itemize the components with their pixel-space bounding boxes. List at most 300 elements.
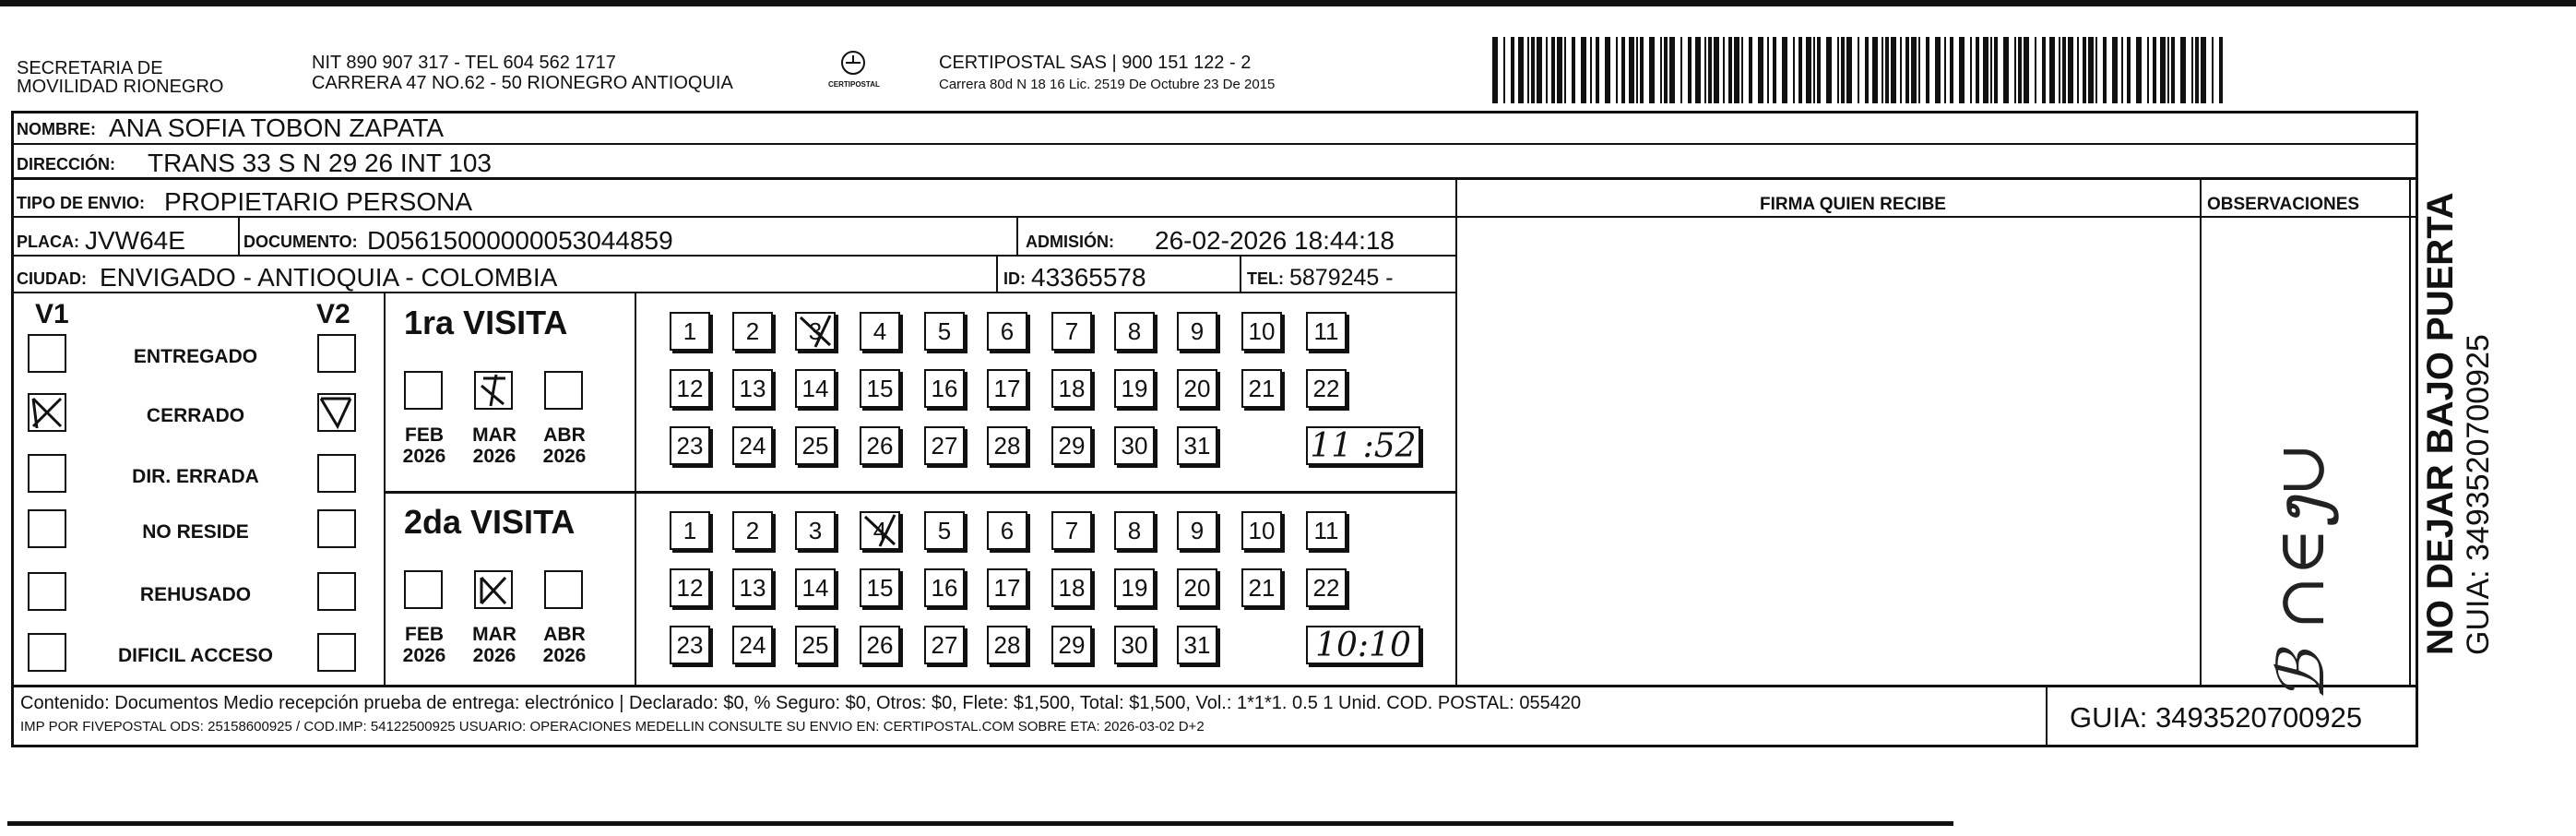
day-number: 10 <box>1248 316 1276 345</box>
month-label <box>537 424 592 467</box>
day-number: 26 <box>866 431 894 460</box>
day-box[interactable] <box>1177 426 1217 465</box>
barcode-bar <box>1959 37 1965 103</box>
nombre-label: NOMBRE: <box>17 120 96 138</box>
visit-divider <box>384 491 1455 494</box>
barcode-bar <box>1492 37 1498 103</box>
barcode-bar <box>2127 37 2131 103</box>
day-box[interactable] <box>860 312 900 351</box>
id-value: 43365578 <box>1031 263 1146 292</box>
barcode-bar <box>1680 37 1682 103</box>
ciudad-label: CIUDAD: <box>17 269 87 288</box>
month-checkbox[interactable] <box>544 570 583 609</box>
day-number: 31 <box>1183 630 1211 659</box>
day-number: 27 <box>931 630 958 659</box>
barcode-bar <box>1758 37 1763 103</box>
footer-imp: IMP POR FIVEPOSTAL ODS: 25158600925 / COD.IMP: 54122500925 USUARIO: OPERACIONES MEDELLIN CONSULTE SU ENVIO EN: CERTIPOSTAL.COM SOBRE ETA: 2026-03-02 D+2 <box>20 719 1205 734</box>
day-number: 6 <box>1000 316 1015 345</box>
day-number: 13 <box>739 573 766 602</box>
tel-label: TEL: <box>1247 269 1284 288</box>
day-box[interactable] <box>1177 369 1217 408</box>
barcode-bar <box>1926 37 1929 103</box>
barcode-bar <box>1564 37 1566 103</box>
day-box[interactable] <box>1051 568 1092 607</box>
day-box[interactable] <box>670 626 710 664</box>
day-number: 25 <box>801 431 829 460</box>
month-label <box>397 624 452 666</box>
barcode-bar <box>2153 37 2156 103</box>
barcode-bar <box>1640 37 1644 103</box>
barcode-bar <box>1885 37 1889 103</box>
row-divider <box>11 143 2418 145</box>
obs-column-left-border <box>2200 180 2202 685</box>
day-number: 8 <box>1127 316 1142 345</box>
barcode-bar <box>2160 37 2166 103</box>
barcode-bar <box>1616 37 1618 103</box>
barcode-bar <box>1527 37 1529 103</box>
month-year: 2026 <box>542 446 587 468</box>
day-number: 16 <box>931 573 958 602</box>
cell-divider <box>1240 257 1241 292</box>
day-box[interactable] <box>795 626 836 664</box>
day-number: 25 <box>801 630 829 659</box>
day-number: 3 <box>808 316 823 345</box>
day-box[interactable] <box>732 369 773 408</box>
firma-column-left-border <box>1455 180 1457 685</box>
row-divider <box>11 292 1455 293</box>
day-box[interactable] <box>795 369 836 408</box>
documento-value: D05615000000053044859 <box>367 226 673 255</box>
barcode-bar <box>2049 37 2055 103</box>
day-box[interactable] <box>1114 426 1155 465</box>
barcode-bar <box>1891 37 1896 103</box>
day-box[interactable] <box>732 626 773 664</box>
barcode-bar <box>2018 37 2022 103</box>
day-number: 22 <box>1312 573 1340 602</box>
day-number: 5 <box>937 516 952 544</box>
month-year: 2026 <box>472 446 516 468</box>
barcode-bar <box>1629 37 1634 103</box>
footer-guia-divider <box>2046 685 2048 747</box>
obs-column-right-border <box>2409 180 2411 685</box>
day-box[interactable] <box>795 568 836 607</box>
barcode-bar <box>1806 37 1811 103</box>
barcode-bar <box>2191 37 2193 103</box>
scan-bottom-border <box>7 821 1953 826</box>
day-number: 7 <box>1064 316 1079 345</box>
barcode-bar <box>2195 37 2199 103</box>
day-box[interactable] <box>924 568 965 607</box>
observacion-handwritten: ℬ ∩∈ງ∪ <box>2263 442 2339 701</box>
day-number: 21 <box>1248 374 1276 402</box>
barcode-bar <box>1636 37 1638 103</box>
tipo-label: TIPO DE ENVIO: <box>17 194 146 212</box>
day-number: 1 <box>683 516 697 544</box>
barcode-bar <box>1813 37 1815 103</box>
barcode-bar <box>1557 37 1562 103</box>
day-number: 2 <box>745 316 760 345</box>
day-number: 9 <box>1190 516 1205 544</box>
barcode-bar <box>1669 37 1675 103</box>
barcode-bar <box>1695 37 1701 103</box>
barcode-bar <box>1858 37 1859 103</box>
month-checkbox[interactable] <box>474 371 513 410</box>
logo-text: CERTIPOSTAL <box>828 80 880 89</box>
day-number: 6 <box>1000 516 1015 544</box>
day-box[interactable] <box>987 369 1027 408</box>
barcode-bar <box>1882 37 1883 103</box>
tel-value: 5879245 - <box>1289 265 1394 291</box>
day-box[interactable] <box>987 312 1027 351</box>
day-number: 23 <box>676 431 704 460</box>
status-label: DIR. ERRADA <box>132 466 259 487</box>
day-number: 27 <box>931 431 958 460</box>
day-number: 26 <box>866 630 894 659</box>
barcode-bar <box>1872 37 1878 103</box>
placa-label: PLACA: <box>17 233 79 251</box>
status-label: CERRADO <box>146 405 245 426</box>
day-box[interactable] <box>987 511 1027 550</box>
day-box[interactable] <box>924 312 965 351</box>
day-box[interactable] <box>924 426 965 465</box>
id-label: ID: <box>1003 269 1026 288</box>
day-box[interactable] <box>1177 511 1217 550</box>
day-box[interactable] <box>924 626 965 664</box>
barcode-bar <box>1518 37 1524 103</box>
day-number: 14 <box>801 374 829 402</box>
barcode-bar <box>2180 37 2186 103</box>
day-number: 30 <box>1121 431 1148 460</box>
barcode-bar <box>1660 37 1662 103</box>
barcode-bar <box>1817 37 1821 103</box>
v2-label: V2 <box>316 299 350 329</box>
barcode-bar <box>1773 37 1776 103</box>
no-dejar-bajo-puerta: NO DEJAR BAJO PUERTA <box>2420 192 2461 655</box>
barcode-bar <box>1944 37 1946 103</box>
day-box[interactable] <box>1051 626 1092 664</box>
observaciones-header: OBSERVACIONES <box>2207 195 2360 214</box>
day-box[interactable] <box>1177 626 1217 664</box>
visit-time-box[interactable] <box>1306 426 1420 465</box>
month-year: 2026 <box>402 446 446 468</box>
barcode-bar <box>1935 37 1941 103</box>
row-divider <box>11 177 2418 180</box>
barcode-bar <box>2077 37 2079 103</box>
month-checkbox[interactable] <box>404 570 443 609</box>
barcode-bar <box>1990 37 1992 103</box>
day-box[interactable] <box>987 426 1027 465</box>
day-number: 15 <box>866 573 894 602</box>
address-line: CARRERA 47 NO.62 - 50 RIONEGRO ANTIOQUIA <box>312 73 733 93</box>
day-box[interactable] <box>670 312 710 351</box>
day-number: 4 <box>873 516 887 544</box>
day-box[interactable] <box>732 568 773 607</box>
direccion-label: DIRECCIÓN: <box>17 155 115 173</box>
day-box[interactable] <box>1114 369 1155 408</box>
day-box[interactable] <box>1306 511 1347 550</box>
day-box[interactable] <box>1114 312 1155 351</box>
day-number: 29 <box>1058 630 1086 659</box>
day-number: 11 <box>1313 316 1339 345</box>
barcode-bar <box>1798 37 1802 103</box>
day-number: 4 <box>873 316 887 345</box>
day-box[interactable] <box>1177 568 1217 607</box>
visit-title: 2da VISITA <box>404 503 576 541</box>
day-box[interactable] <box>987 568 1027 607</box>
day-number: 20 <box>1183 573 1211 602</box>
v1-checkbox[interactable] <box>28 633 66 672</box>
documento-label: DOCUMENTO: <box>243 233 358 251</box>
certipostal-logo-icon <box>821 48 885 96</box>
barcode-bar <box>1846 37 1852 103</box>
barcode-bar <box>1649 37 1655 103</box>
day-number: 24 <box>739 630 766 659</box>
barcode-bar <box>2095 37 2097 103</box>
v2-checkbox[interactable] <box>317 572 356 611</box>
v2-checkbox[interactable] <box>317 334 356 373</box>
barcode-bar <box>1983 37 1988 103</box>
barcode-bar <box>1704 37 1706 103</box>
day-box[interactable] <box>670 568 710 607</box>
barcode-bar <box>2219 37 2223 103</box>
day-box[interactable] <box>1306 369 1347 408</box>
barcode-bar <box>2112 37 2118 103</box>
side-text <box>2422 102 2533 655</box>
barcode-bar <box>1723 37 1725 103</box>
day-box[interactable] <box>1241 511 1282 550</box>
barcode-bar <box>1782 37 1787 103</box>
day-box[interactable] <box>860 369 900 408</box>
barcode-bar <box>1970 37 1972 103</box>
month-label <box>397 424 452 467</box>
cell-divider <box>996 257 998 292</box>
day-number: 5 <box>937 316 952 345</box>
secretaria-line1: SECRETARIA DE <box>17 58 163 78</box>
day-number: 11 <box>1313 516 1339 544</box>
month-checkbox[interactable] <box>404 371 443 410</box>
day-box[interactable] <box>1114 568 1155 607</box>
day-number: 28 <box>993 630 1021 659</box>
visit-title: 1ra VISITA <box>404 304 568 341</box>
barcode-bar <box>1605 37 1610 103</box>
day-box[interactable] <box>1241 369 1282 408</box>
barcode-bar <box>1950 37 1953 103</box>
day-number: 22 <box>1312 374 1340 402</box>
day-box[interactable] <box>1051 426 1092 465</box>
day-box[interactable] <box>1051 369 1092 408</box>
day-number: 8 <box>1127 516 1142 544</box>
barcode-bar <box>1918 37 1920 103</box>
barcode <box>1492 37 2230 108</box>
day-box[interactable] <box>732 511 773 550</box>
day-number: 12 <box>676 573 704 602</box>
day-number: 7 <box>1064 516 1079 544</box>
day-number: 18 <box>1058 374 1086 402</box>
day-number: 14 <box>801 573 829 602</box>
day-box[interactable] <box>1051 312 1092 351</box>
month-year: 2026 <box>402 645 446 667</box>
visit-title-right-border <box>635 293 636 685</box>
v2-checkbox[interactable] <box>317 509 356 548</box>
cell-divider <box>238 218 240 255</box>
status-label: DIFICIL ACCESO <box>117 645 273 666</box>
status-column-right-border <box>384 293 386 685</box>
day-number: 2 <box>745 516 760 544</box>
day-box[interactable] <box>1114 511 1155 550</box>
day-number: 23 <box>676 630 704 659</box>
day-box[interactable] <box>924 369 965 408</box>
barcode-bar <box>1976 37 1979 103</box>
v1-checkbox[interactable] <box>28 334 66 373</box>
barcode-bar <box>1714 37 1719 103</box>
barcode-bar <box>1537 37 1542 103</box>
day-number: 24 <box>739 431 766 460</box>
direccion-value: TRANS 33 S N 29 26 INT 103 <box>148 149 492 177</box>
barcode-bar <box>2171 37 2175 103</box>
barcode-bar <box>1546 37 1548 103</box>
v2-checkbox[interactable] <box>317 393 356 432</box>
firma-header: FIRMA QUIEN RECIBE <box>1760 195 1946 214</box>
visit-time-box[interactable] <box>1306 626 1420 664</box>
barcode-bar <box>1503 37 1505 103</box>
v2-checkbox[interactable] <box>317 454 356 493</box>
certipostal-line1: CERTIPOSTAL SAS | 900 151 122 - 2 <box>939 53 1252 73</box>
day-number: 21 <box>1248 573 1276 602</box>
day-number: 12 <box>676 374 704 402</box>
v1-checkbox[interactable] <box>28 509 66 548</box>
status-label: ENTREGADO <box>133 346 258 367</box>
day-box[interactable] <box>860 511 900 550</box>
day-checkmark-icon <box>797 314 834 355</box>
barcode-bar <box>2147 37 2149 103</box>
row-divider <box>11 216 2418 218</box>
barcode-bar <box>1841 37 1845 103</box>
v1-label: V1 <box>35 299 69 329</box>
barcode-bar <box>1708 37 1712 103</box>
barcode-bar <box>2121 37 2123 103</box>
barcode-bar <box>2062 37 2066 103</box>
day-number: 9 <box>1190 316 1205 345</box>
day-number: 28 <box>993 431 1021 460</box>
barcode-bar <box>2167 37 2169 103</box>
admision-label: ADMISIÓN: <box>1026 233 1114 251</box>
month-label <box>467 424 522 467</box>
day-number: 10 <box>1248 516 1276 544</box>
month-year: 2026 <box>472 645 516 667</box>
barcode-bar <box>1531 37 1535 103</box>
visit-time: 11 :52 <box>1310 426 1417 465</box>
day-box[interactable] <box>1177 312 1217 351</box>
tipo-value: PROPIETARIO PERSONA <box>164 187 472 216</box>
barcode-bar <box>1734 37 1739 103</box>
day-box[interactable] <box>795 511 836 550</box>
day-box[interactable] <box>795 312 836 351</box>
day-box[interactable] <box>1241 568 1282 607</box>
day-box[interactable] <box>987 626 1027 664</box>
month-label <box>537 624 592 666</box>
v1-checkbox[interactable] <box>28 454 66 493</box>
day-box[interactable] <box>924 511 965 550</box>
barcode-bar <box>1664 37 1668 103</box>
barcode-bar <box>1596 37 1599 103</box>
day-box[interactable] <box>670 369 710 408</box>
barcode-bar <box>1551 37 1555 103</box>
placa-value: JVW64E <box>85 226 185 255</box>
barcode-bar <box>1994 37 1998 103</box>
barcode-bar <box>1590 37 1592 103</box>
day-box[interactable] <box>732 312 773 351</box>
day-number: 29 <box>1058 431 1086 460</box>
day-box[interactable] <box>1241 312 1282 351</box>
day-number: 30 <box>1121 630 1148 659</box>
v2-checkbox[interactable] <box>317 633 356 672</box>
barcode-bar <box>2201 37 2206 103</box>
day-box[interactable] <box>670 426 710 465</box>
month-checkbox[interactable] <box>544 371 583 410</box>
barcode-bar <box>2059 37 2060 103</box>
day-box[interactable] <box>1306 312 1347 351</box>
barcode-bar <box>2014 37 2016 103</box>
v1-checkbox[interactable] <box>28 572 66 611</box>
day-number: 1 <box>683 316 697 345</box>
day-box[interactable] <box>1114 626 1155 664</box>
barcode-bar <box>2088 37 2094 103</box>
status-label: REHUSADO <box>139 584 252 605</box>
day-box[interactable] <box>732 426 773 465</box>
month-name: MAR <box>472 424 516 446</box>
side-guia: GUIA: 3493520700925 <box>2461 334 2496 655</box>
nombre-value: ANA SOFIA TOBON ZAPATA <box>109 113 445 142</box>
barcode-bar <box>1581 37 1586 103</box>
barcode-bar <box>1749 37 1752 103</box>
day-box[interactable] <box>795 426 836 465</box>
scan-top-border <box>0 0 2576 6</box>
day-box[interactable] <box>1051 511 1092 550</box>
month-year: 2026 <box>542 645 587 667</box>
day-box[interactable] <box>860 626 900 664</box>
day-box[interactable] <box>1306 568 1347 607</box>
day-number: 16 <box>931 374 958 402</box>
cell-divider <box>1016 218 1018 255</box>
day-box[interactable] <box>860 568 900 607</box>
barcode-bar <box>2136 37 2142 103</box>
certipostal-line2: Carrera 80d N 18 16 Lic. 2519 De Octubre 23 De 2015 <box>939 77 1276 92</box>
month-checkbox[interactable] <box>474 570 513 609</box>
day-number: 19 <box>1121 374 1148 402</box>
status-label: NO RESIDE <box>142 521 249 543</box>
v1-checkbox[interactable] <box>28 393 66 432</box>
day-number: 19 <box>1121 573 1148 602</box>
barcode-bar <box>1865 37 1869 103</box>
day-number: 17 <box>993 573 1021 602</box>
barcode-bar <box>1826 37 1832 103</box>
day-box[interactable] <box>670 511 710 550</box>
ciudad-value: ENVIGADO - ANTIOQUIA - COLOMBIA <box>100 263 558 292</box>
nit-line: NIT 890 907 317 - TEL 604 562 1717 <box>312 53 616 73</box>
day-number: 18 <box>1058 573 1086 602</box>
month-name: MAR <box>472 624 516 645</box>
day-number: 13 <box>739 374 766 402</box>
barcode-bar <box>1767 37 1769 103</box>
footer-guia: GUIA: 3493520700925 <box>2070 701 2363 734</box>
barcode-bar <box>2003 37 2009 103</box>
month-name: FEB <box>405 624 444 645</box>
month-name: ABR <box>543 424 586 446</box>
day-box[interactable] <box>860 426 900 465</box>
barcode-bar <box>1741 37 1743 103</box>
barcode-bar <box>1900 37 1902 103</box>
day-number: 15 <box>866 374 894 402</box>
